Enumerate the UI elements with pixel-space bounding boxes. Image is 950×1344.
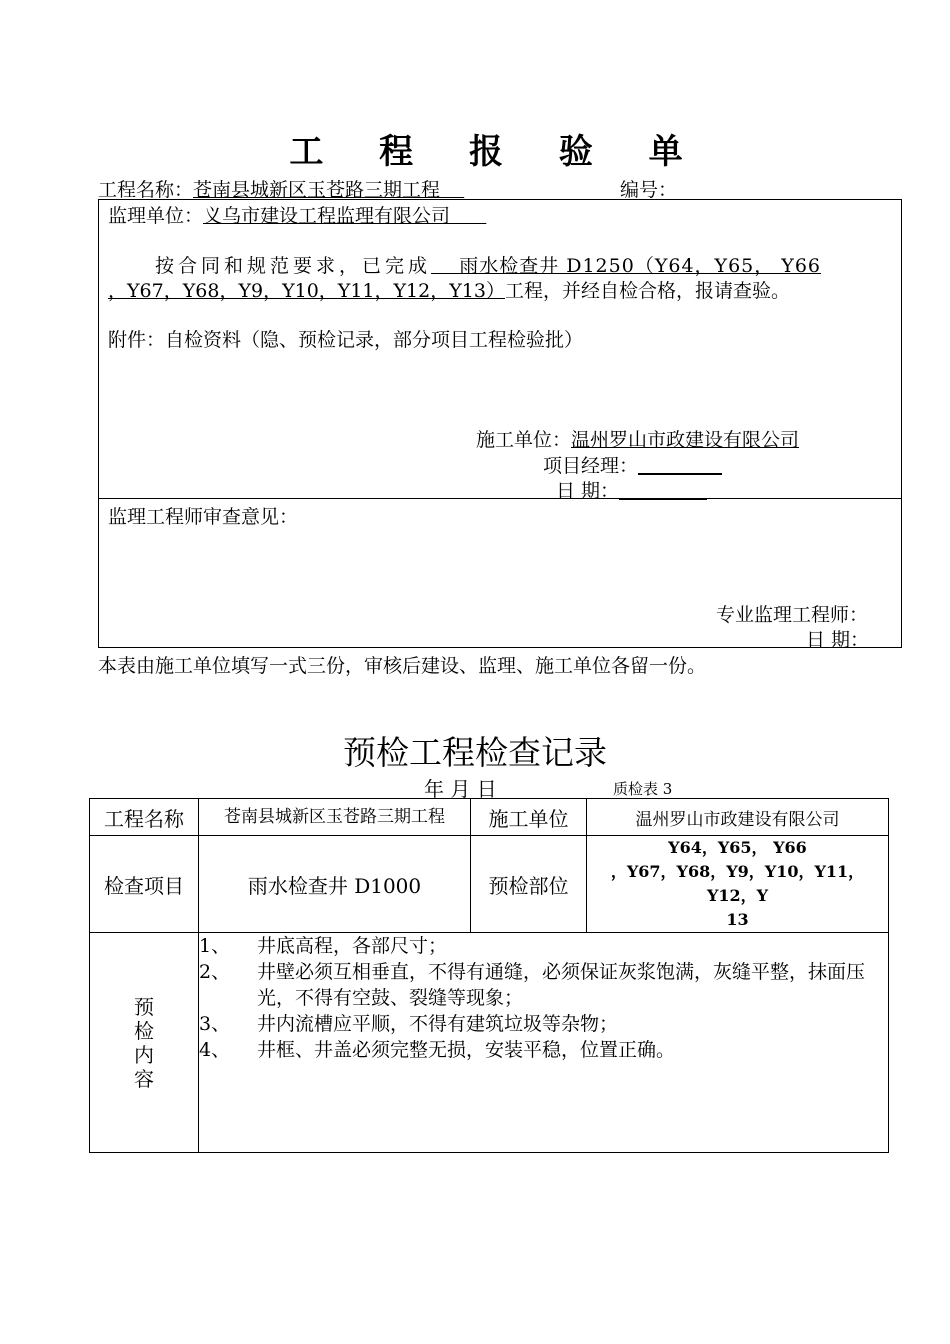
engineer-label: 专业监理工程师： bbox=[716, 604, 869, 626]
table-row bbox=[90, 799, 889, 836]
report-divider bbox=[98, 498, 902, 499]
body-line-1 bbox=[155, 251, 821, 278]
manager-line bbox=[543, 451, 722, 478]
manager-blank bbox=[638, 455, 722, 475]
content-label-char: 预 bbox=[134, 994, 154, 1019]
supervisor-line bbox=[108, 201, 486, 228]
inspection-part-value bbox=[587, 836, 889, 933]
project-line bbox=[98, 175, 464, 202]
contractor-line bbox=[476, 425, 799, 452]
number-label: 编号： bbox=[620, 179, 678, 201]
record-title: 预检工程检查记录 bbox=[343, 733, 607, 772]
table-row bbox=[90, 933, 889, 1153]
body-work-1: 雨水检查井 D1250（Y64，Y65， Y66 bbox=[459, 255, 822, 277]
report-title: 工 程 报 验 单 bbox=[289, 132, 705, 172]
list-item: 1、 井底高程，各部尺寸； bbox=[199, 935, 448, 957]
contractor-name: 温州罗山市政建设有限公司 bbox=[571, 429, 800, 451]
content-label-char: 检 bbox=[134, 1018, 154, 1043]
manager-label: 项目经理： bbox=[543, 455, 639, 477]
inspection-item-value: 雨水检查井 D1000 bbox=[199, 836, 471, 933]
inspection-part-label: 预检部位 bbox=[471, 836, 587, 933]
body-work-2: ，Y67，Y68，Y9，Y10，Y11，Y12，Y13） bbox=[108, 280, 505, 302]
body-suffix: 工程，并经自检合格，报请查验。 bbox=[504, 280, 790, 302]
supervisor-label: 监理单位： bbox=[108, 205, 204, 227]
contractor-value: 温州罗山市政建设有限公司 bbox=[587, 799, 889, 836]
contractor-label: 施工单位： bbox=[476, 429, 572, 451]
list-item: 2、 井壁必须互相垂直，不得有通缝，必须保证灰浆饱满，灰缝平整，抹面压光，不得有空鼓、裂缝等现象； bbox=[199, 961, 866, 1009]
table-row bbox=[90, 836, 889, 933]
date-blank bbox=[619, 480, 707, 500]
part-line-1: Y64，Y65， Y66 bbox=[668, 838, 807, 857]
part-line-3: 13 bbox=[726, 910, 749, 929]
engineer-date-label: 日 期： bbox=[806, 629, 870, 651]
content-items bbox=[199, 933, 889, 1153]
contractor-label-cell: 施工单位 bbox=[471, 799, 587, 836]
record-date-line: 年 月 日 bbox=[424, 777, 497, 801]
content-label-char: 内 bbox=[134, 1042, 154, 1067]
content-label-char: 容 bbox=[134, 1066, 154, 1091]
project-name-value: 苍南县城新区玉苍路三期工程 bbox=[199, 799, 471, 836]
content-label bbox=[90, 933, 199, 1153]
record-table bbox=[89, 798, 889, 1153]
project-name: 苍南县城新区玉苍路三期工程 bbox=[193, 179, 441, 201]
project-label: 工程名称： bbox=[98, 179, 194, 201]
review-label: 监理工程师审查意见： bbox=[108, 506, 299, 528]
part-line-2: ，Y67，Y68，Y9，Y10，Y11，Y12，Y bbox=[610, 862, 865, 905]
body-line-2 bbox=[108, 276, 790, 303]
footnote: 本表由施工单位填写一式三份，审核后建设、监理、施工单位各留一份。 bbox=[98, 655, 707, 677]
list-item: 4、 井框、井盖必须完整无损，安装平稳，位置正确。 bbox=[199, 1039, 676, 1061]
list-item: 3、 井内流槽应平顺，不得有建筑垃圾等杂物； bbox=[199, 1013, 619, 1035]
supervisor-name: 义乌市建设工程监理有限公司 bbox=[203, 205, 451, 227]
attachment: 附件：自检资料（隐、预检记录，部分项目工程检验批） bbox=[108, 329, 584, 351]
inspection-item-label: 检查项目 bbox=[90, 836, 199, 933]
form-number: 质检表 3 bbox=[613, 780, 673, 798]
project-name-label: 工程名称 bbox=[90, 799, 199, 836]
body-prefix: 按合同和规范要求，已完成 bbox=[155, 255, 432, 277]
date-label: 日 期： bbox=[556, 480, 620, 502]
